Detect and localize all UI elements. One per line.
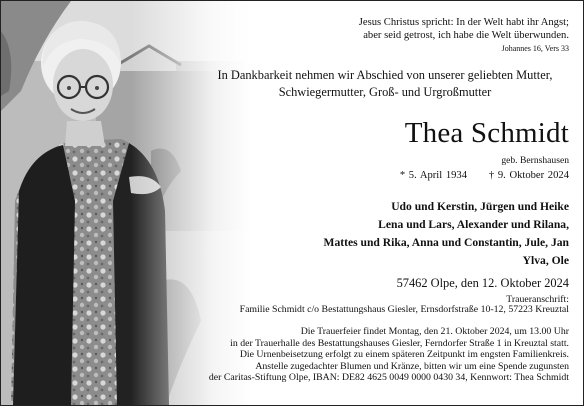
funeral-info xyxy=(209,326,569,384)
maiden-name: geb. Bernshausen xyxy=(501,155,569,166)
verse-reference: Johannes 16, Vers 33 xyxy=(501,44,569,53)
mourners-line: Lena und Lars, Alexander und Rilana, xyxy=(378,218,569,231)
verse-line: aber seid getrost, ich habe die Welt überwunden. xyxy=(363,29,569,41)
birth-date: * 5. April 1934 xyxy=(399,170,468,181)
bible-verse xyxy=(359,17,569,42)
farewell-intro xyxy=(201,67,569,101)
mourners-list xyxy=(324,198,569,270)
deceased-name: Thea Schmidt xyxy=(404,117,569,149)
place-and-date: 57462 Olpe, den 12. Oktober 2024 xyxy=(396,276,569,290)
info-line: Die Urnenbeisetzung erfolgt zu einem späteren Zeitpunkt im engsten Familienkreis. xyxy=(239,349,569,360)
mourners-line: Udo und Kerstin, Jürgen und Heike xyxy=(391,200,569,213)
info-line: der Caritas-Stiftung Olpe, IBAN: DE82 4625 0049 0000 0430 34, Kennwort: Thea Schmidt xyxy=(208,372,569,383)
mourning-address: Familie Schmidt c/o Bestattungshaus Giesler, Ernsdorfstraße 10-12, 57223 Kreuztal xyxy=(239,304,569,315)
info-line: in der Trauerhalle des Bestattungshauses Giesler, Ferndorfer Straße 1 in Kreuztal statt. xyxy=(230,337,569,349)
intro-line: In Dankbarkeit nehmen wir Abschied von unserer geliebten Mutter, xyxy=(217,68,553,82)
notice-text xyxy=(1,1,583,405)
mourners-line: Ylva, Ole xyxy=(522,254,569,267)
mourners-line: Mattes und Rika, Anna und Constantin, Jule, Jan xyxy=(323,236,569,249)
info-line: Anstelle zugedachter Blumen und Kränze, bitten wir um eine Spende zugunsten xyxy=(255,360,569,372)
death-date: † 9. Oktober 2024 xyxy=(488,170,569,181)
life-dates xyxy=(400,170,569,181)
info-line: Die Trauerfeier findet Montag, den 21. Oktober 2024, um 13.00 Uhr xyxy=(300,326,569,337)
address-label: Traueranschrift: xyxy=(506,294,569,305)
intro-line: Schwiegermutter, Groß- und Urgroßmutter xyxy=(278,85,492,99)
verse-line: Jesus Christus spricht: In der Welt habt ihr Angst; xyxy=(358,17,569,28)
